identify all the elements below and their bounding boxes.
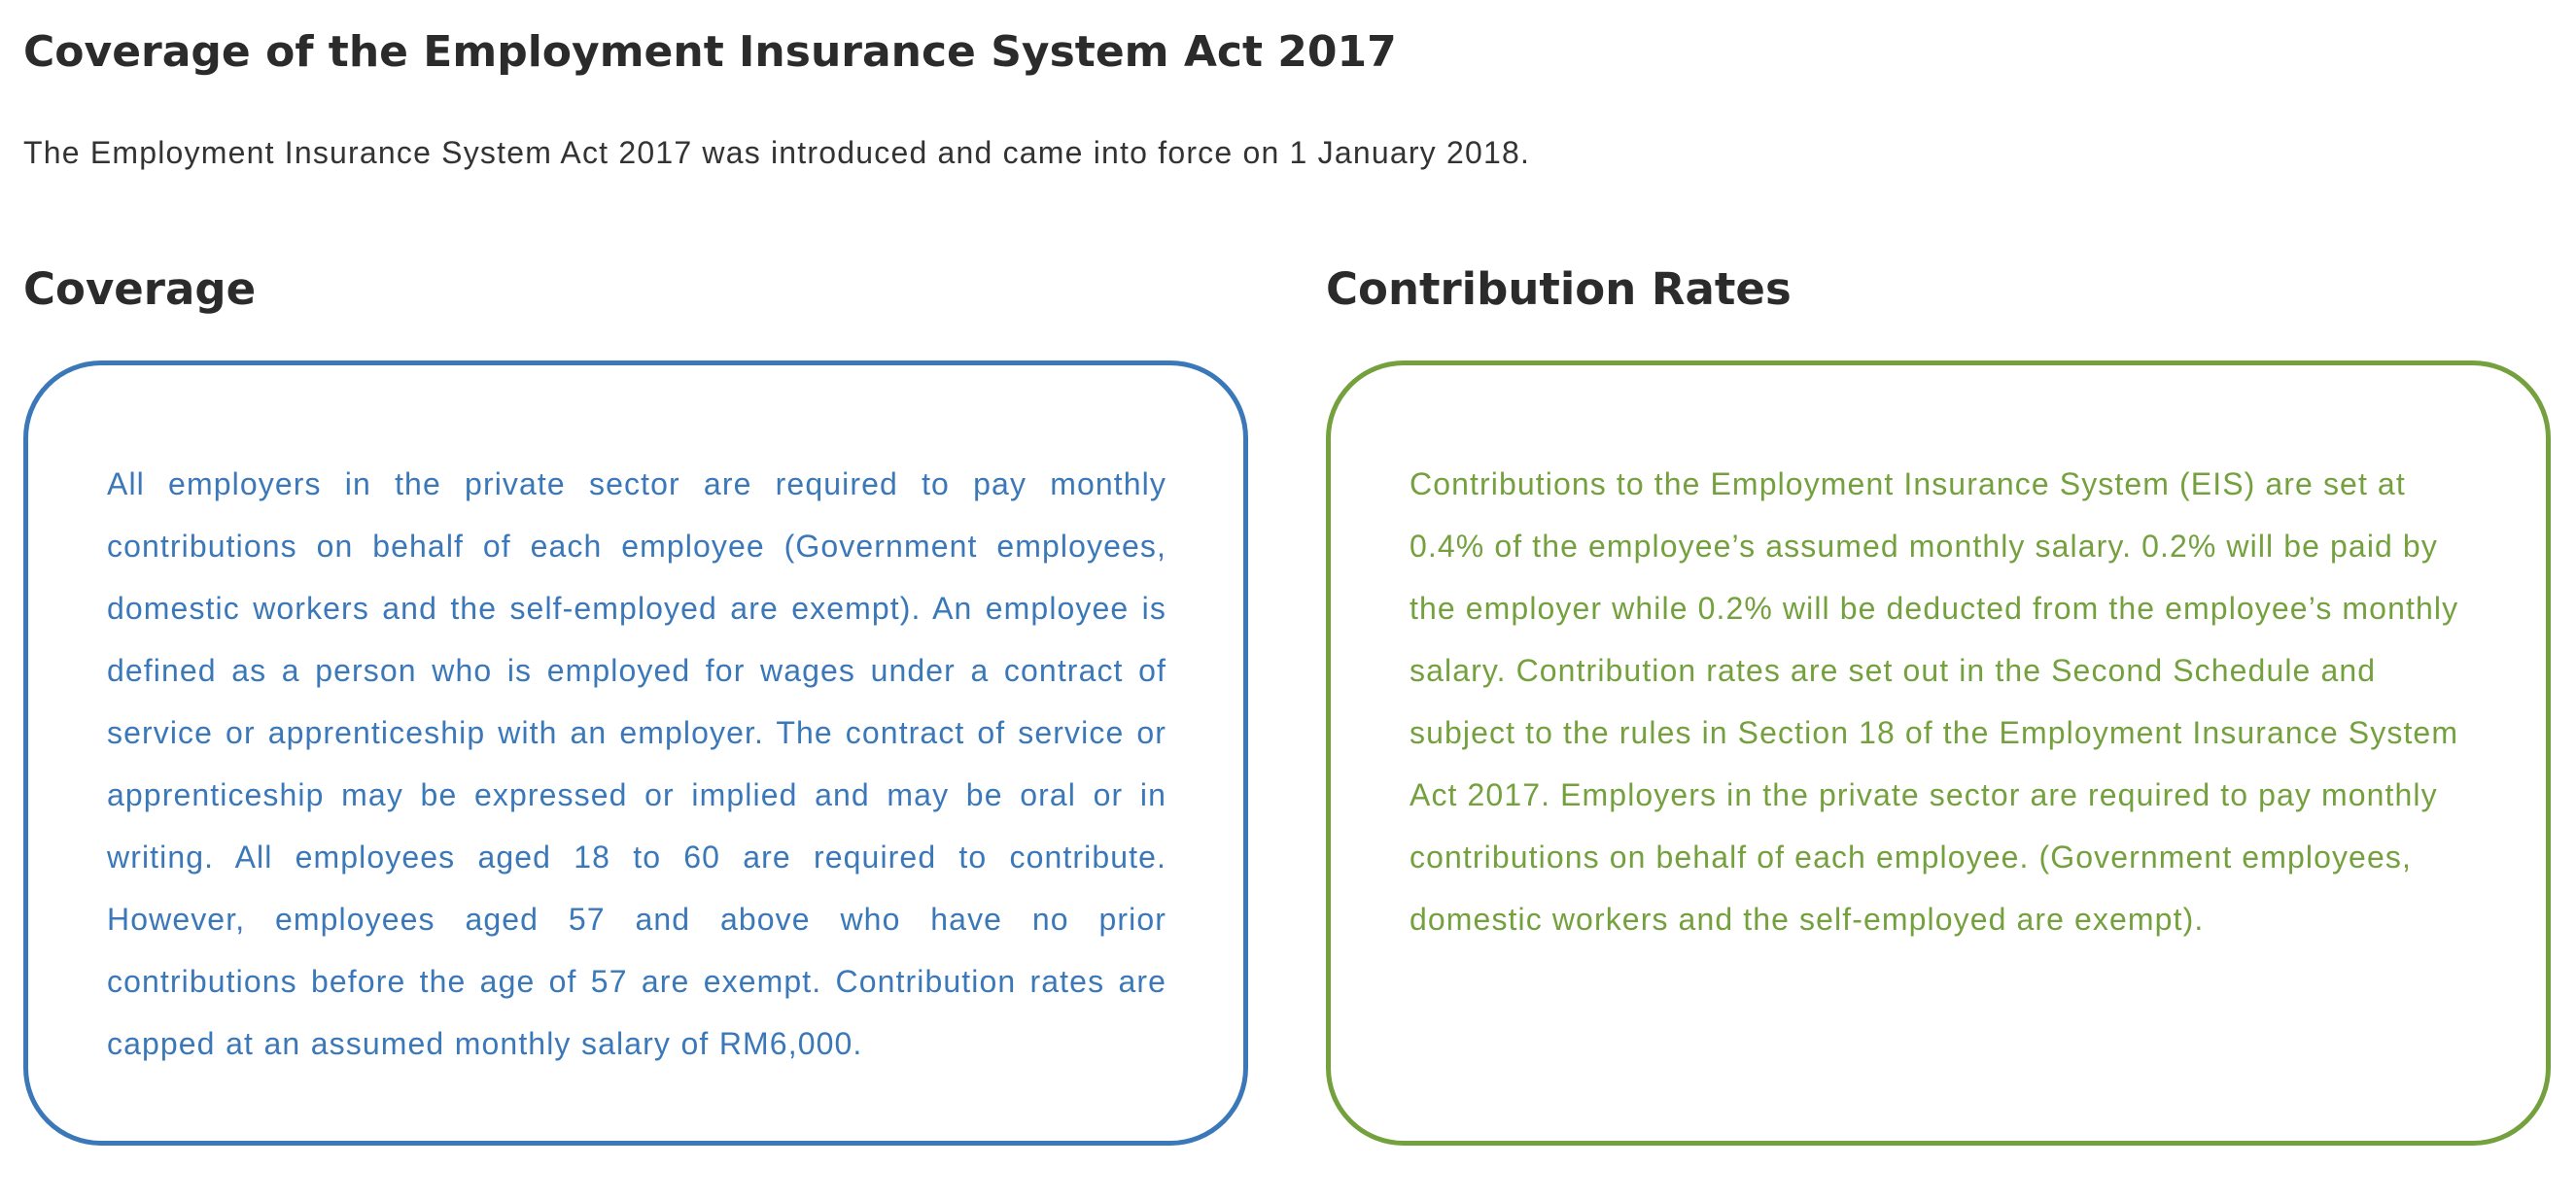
intro-paragraph: The Employment Insurance System Act 2017 was introduced and came into force on 1 January 2018. — [23, 135, 1531, 170]
coverage-panel — [23, 360, 1248, 1146]
coverage-text: All employers in the private sector are required to pay monthly contributions on behalf of each employee (Government employees, domestic workers and the self-employed are exempt). An employee is defined as a person who is employed for wages under a contract of service or apprenticeship with an employer. The contract of service or apprenticeship may be expressed or implied and may be oral or in writing. All employees aged 18 to 60 are required to contribute. However, employees aged 57 and above who have no prior contributions before the age of 57 are exempt. Contribution rates are capped at an assumed monthly salary of RM6,000. — [107, 466, 1166, 1061]
coverage-heading: Coverage — [23, 263, 257, 315]
contribution-rates-heading: Contribution Rates — [1326, 263, 1792, 315]
contribution-rates-text: Contributions to the Employment Insurance System (EIS) are set at 0.4% of the employee’s assumed monthly salary. 0.2% will be paid by the employer while 0.2% will be deducted from the employee’s monthly salary. Contribution rates are set out in the Second Schedule and subject to the rules in Section 18 of the Employment Insurance System Act 2017. Employers in the private sector are required to pay monthly contributions on behalf of each employee. (Government employees, domestic workers and the self-employed are exempt). — [1410, 466, 2459, 937]
page-title: Coverage of the Employment Insurance System Act 2017 — [23, 27, 1397, 77]
contribution-rates-panel — [1326, 360, 2551, 1146]
